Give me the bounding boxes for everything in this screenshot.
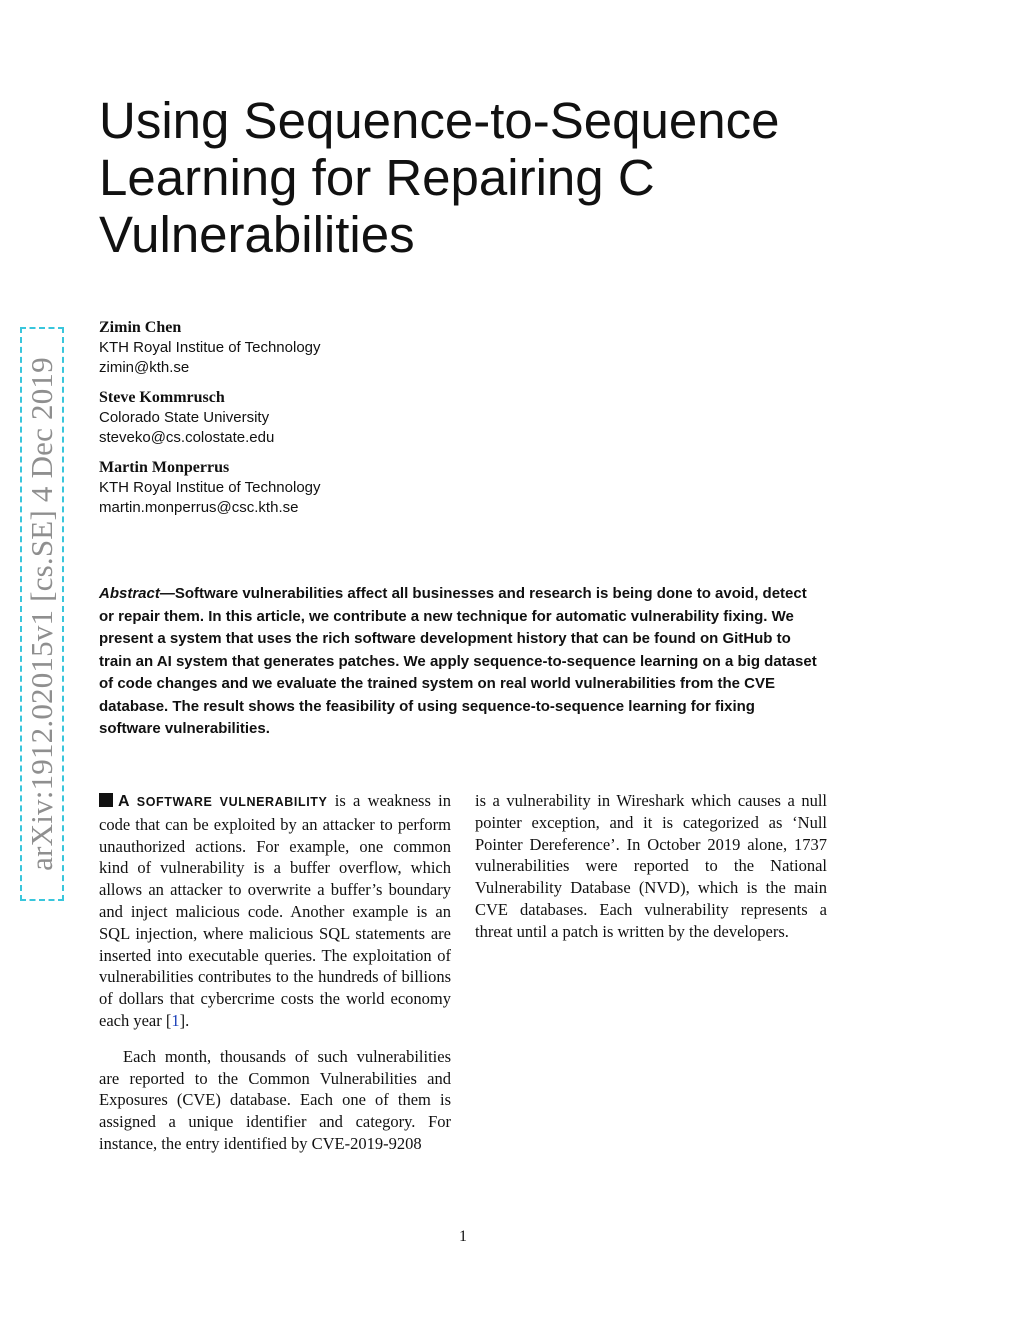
section-start-square-icon bbox=[99, 793, 113, 807]
author-name: Zimin Chen bbox=[99, 319, 182, 336]
author-affiliation: Colorado State University bbox=[99, 409, 270, 426]
author-name: Steve Kommrusch bbox=[99, 389, 225, 406]
author-affiliation: KTH Royal Institue of Technology bbox=[99, 339, 321, 356]
author-email: steveko@cs.colostate.edu bbox=[99, 429, 275, 446]
lead-initial: A bbox=[118, 793, 130, 810]
paper-title bbox=[99, 92, 859, 263]
arxiv-identifier: arXiv:1912.02015v1 [cs.SE] 4 Dec 2019 bbox=[24, 357, 59, 871]
author-block bbox=[99, 458, 599, 518]
author-email: martin.monperrus@csc.kth.se bbox=[99, 499, 299, 516]
paragraph-text: is a vulnerability in Wireshark which causes a null pointer exception, and it is categorized as ‘Null Pointer Dereference’. In October 2019 alone, 1737 vulnerabilities were reported to the National Vulnerability Database (NVD), which is the main CVE databases. Each vulnerability represents a threat until a patch is written by the developers. bbox=[475, 791, 827, 941]
paragraph-text: is a weakness in code that can be exploited by an attacker to perform unauthorized actions. For example, one common kind of vulnerability is a buffer overflow, which allows an attacker to overwrite a buffer’s boundary and inject malicious code. Another example is an SQL injection, where malicious SQL statements are inserted into executable queries. The exploitation of vulnerabilities contributes to the hundreds of billions of dollars that cybercrime costs the world economy each year [ bbox=[99, 791, 451, 1030]
abstract-dash: — bbox=[159, 585, 175, 602]
body-paragraph bbox=[99, 1046, 451, 1155]
body-column-right bbox=[475, 790, 827, 943]
title-line-1: Using Sequence-to-Sequence bbox=[99, 92, 780, 149]
author-name: Martin Monperrus bbox=[99, 459, 230, 476]
abstract-label: Abstract bbox=[99, 585, 160, 602]
body-paragraph bbox=[99, 790, 451, 1032]
abstract-text: Software vulnerabilities affect all businesses and research is being done to avoid, detect or repair them. In this article, we contribute a new technique for automatic vulnerability fixing. We present a system that uses the rich software development history that can be found on GitHub to train an AI system that generates patches. We apply sequence-to-sequence learning on a big dataset of code changes and we evaluate the trained system on real world vulnerabilities from the CVE database. The result shows the feasibility of using sequence-to-sequence learning for fixing software vulnerabilities. bbox=[99, 585, 817, 737]
paragraph-text-end: ]. bbox=[179, 1010, 190, 1030]
author-block bbox=[99, 388, 599, 448]
body-paragraph bbox=[475, 790, 827, 943]
author-block bbox=[99, 318, 599, 378]
paragraph-text: Each month, thousands of such vulnerabilities are reported to the Common Vulnerabilities and Exposures (CVE) database. Each one of them is assigned a unique identifier and category. For instance, the entry identified by CVE-2019-9208 bbox=[99, 1046, 451, 1153]
title-line-3: Vulnerabilities bbox=[99, 206, 415, 263]
citation-link[interactable]: 1 bbox=[171, 1010, 180, 1030]
abstract bbox=[99, 583, 819, 741]
author-affiliation: KTH Royal Institue of Technology bbox=[99, 479, 321, 496]
page-number: 1 bbox=[459, 1228, 467, 1245]
body-column-left bbox=[99, 790, 451, 1155]
lead-smallcaps: SOFTWARE VULNERABILITY bbox=[129, 795, 328, 809]
author-email: zimin@kth.se bbox=[99, 359, 190, 376]
title-line-2: Learning for Repairing C bbox=[99, 149, 655, 206]
author-list bbox=[99, 318, 599, 528]
